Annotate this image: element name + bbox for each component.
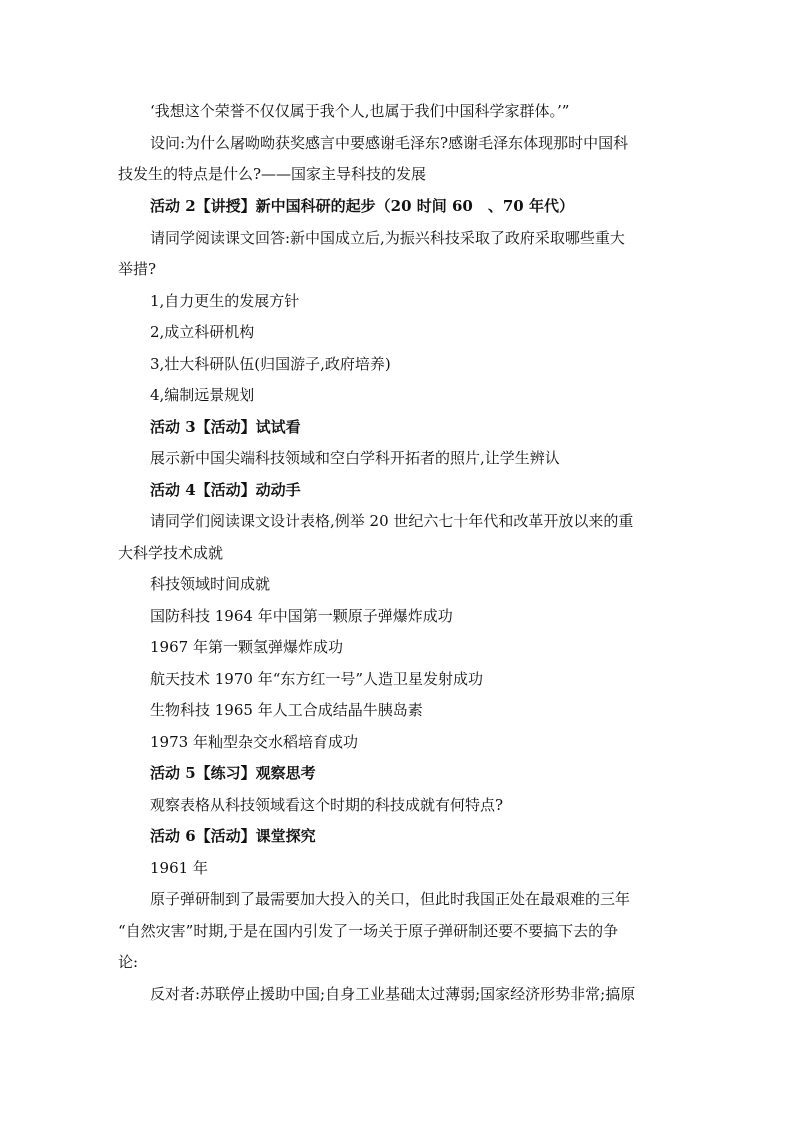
activity-3-heading: 活动 3【活动】试试看: [150, 418, 301, 436]
list-item-2: 2,成立科研机构: [150, 323, 255, 341]
activity-4-heading: 活动 4【活动】动动手: [150, 481, 301, 499]
activity-5-heading: 活动 5【练习】观察思考: [150, 764, 316, 782]
quote-line: ‘我想这个荣誉不仅仅属于我个人,也属于我们中国科学家群体。’”: [150, 102, 570, 120]
paragraph-line-1: 原子弹研制到了最需要加大投入的关口，但此时我国正处在最艰难的三年: [150, 890, 631, 908]
paragraph-line-3: 论:: [118, 953, 139, 971]
opponents-line: 反对者:苏联停止援助中国;自身工业基础太过薄弱;国家经济形势非常;搞原: [150, 985, 636, 1003]
achievement-line-1: 国防科技 1964 年中国第一颗原子弹爆炸成功: [150, 607, 453, 625]
achievement-line-5: 1973 年籼型杂交水稻培育成功: [150, 733, 358, 751]
question-line-2: 技发生的特点是什么?——国家主导科技的发展: [118, 165, 427, 183]
reading-prompt-line-2: 举措?: [118, 260, 157, 278]
paragraph-line-2: “自然灾害”时期,于是在国内引发了一场关于原子弹研制还要不要搞下去的争: [118, 922, 619, 940]
activity-2-heading: 活动 2【讲授】新中国科研的起步（20 时间 60 、70 年代）: [150, 197, 574, 215]
year-line: 1961 年: [150, 859, 208, 877]
activity-6-heading: 活动 6【活动】课堂探究: [150, 827, 316, 845]
activity-4-text-line-2: 大科学技术成就: [118, 544, 224, 562]
reading-prompt-line-1: 请同学阅读课文回答:新中国成立后,为振兴科技采取了政府采取哪些重大: [150, 229, 625, 247]
list-item-4: 4,编制远景规划: [150, 386, 255, 404]
achievement-line-4: 生物科技 1965 年人工合成结晶牛胰岛素: [150, 701, 423, 719]
achievement-line-2: 1967 年第一颗氢弹爆炸成功: [150, 638, 343, 656]
activity-4-text-line-1: 请同学们阅读课文设计表格,例举 20 世纪六七十年代和改革开放以来的重: [150, 512, 634, 530]
activity-3-text: 展示新中国尖端科技领域和空白学科开拓者的照片,让学生辨认: [150, 449, 560, 467]
table-header-line: 科技领域时间成就: [150, 575, 271, 593]
achievement-line-3: 航天技术 1970 年“东方红一号”人造卫星发射成功: [150, 670, 484, 688]
activity-5-text: 观察表格从科技领域看这个时期的科技成就有何特点?: [150, 796, 504, 814]
list-item-3: 3,壮大科研队伍(归国游子,政府培养): [150, 355, 391, 373]
question-line-1: 设问:为什么屠呦呦获奖感言中要感谢毛泽东?感谢毛泽东体现那时中国科: [150, 134, 629, 152]
list-item-1: 1,自力更生的发展方针: [150, 292, 300, 310]
